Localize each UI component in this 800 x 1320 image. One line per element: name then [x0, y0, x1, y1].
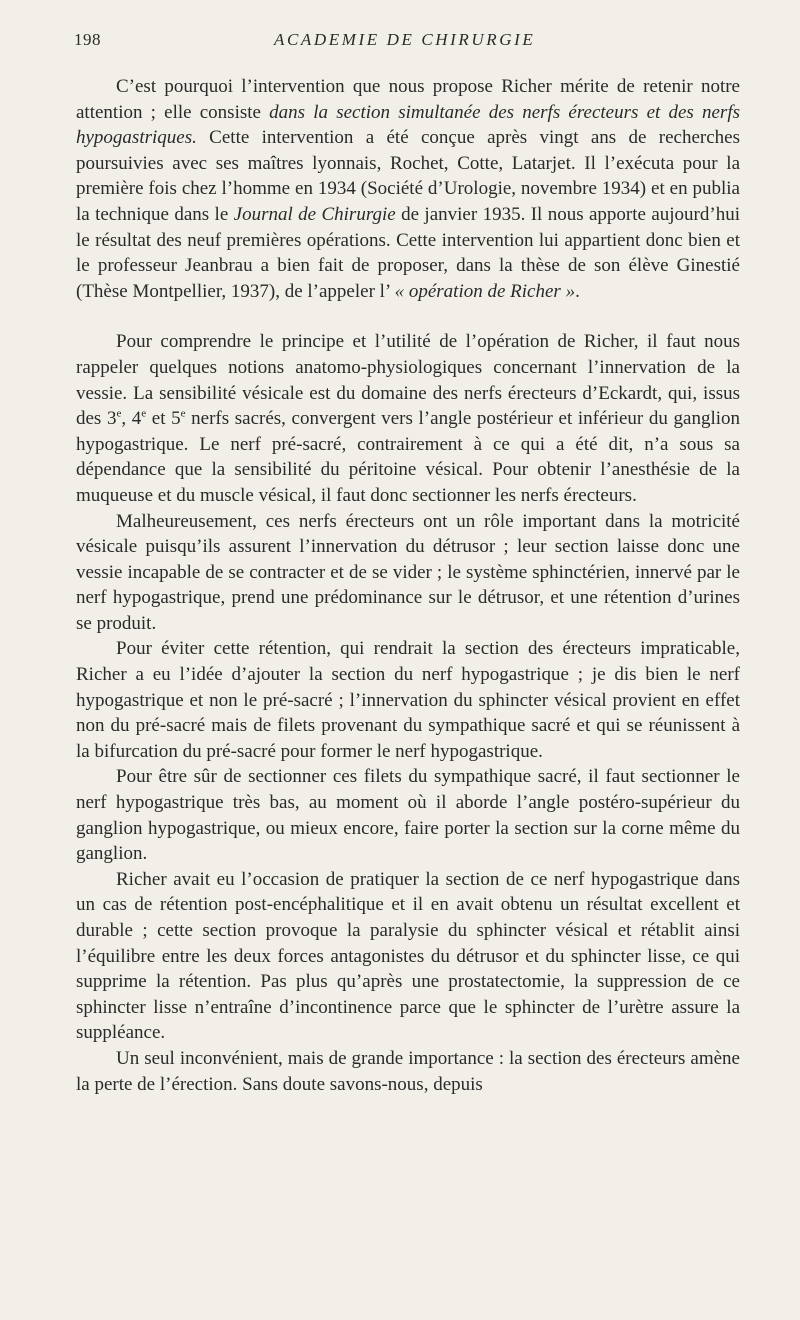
page-number: 198 [74, 30, 101, 49]
text-span: nerfs sacrés, convergent vers l’angle postérieur et inférieur du ganglion hypogastrique. Le nerf pré-sacré, contrairement à ce qui a été dit, n’a sous sa dépendance que la sensibilité du péritoine vésical. Pour obtenir l’anesthésie de la muqueuse et du muscle vésical, il faut donc sectionner les nerfs érecteurs. [76, 408, 741, 506]
text-span: . [575, 280, 580, 302]
paragraph-6: Richer avait eu l’occasion de pratiquer la section de ce nerf hypogastrique dans un cas de rétention post-encéphalitique et il en avait obtenu un résultat excellent et durable ; cette section provoque la paralysie du sphincter vésical et rétablit ainsi l’équilibre entre les deux forces antagonistes du détrusor et du sphincter lisse, ce qui supprime la rétention. Pas plus qu’après une prostatectomie, la suppression de ce sphincter lisse n’entraîne d’incontinence parce que le sphincter de l’urètre assure la suppléance. [76, 868, 740, 1044]
paragraph-5: Pour être sûr de sectionner ces filets du sympathique sacré, il faut sectionner le nerf hypogastrique très bas, au moment où il aborde l’angle postéro-supérieur du ganglion hypogastrique, ou mieux encore, faire porter la section sur la corne même du ganglion. [76, 766, 740, 865]
journal-title: Journal de Chirurgie [233, 203, 396, 225]
paragraph-4: Pour éviter cette rétention, qui rendrait la section des érecteurs impraticable, Richer a eu l’idée d’ajouter la section du nerf hypogastrique ; je dis bien le nerf hypogastrique et non le pré-sacré ; l’innervation du sphincter vésical provient en effet non du pré-sacré mais de filets provenant du sympathique sacré et qui se réunissent à la bifurcation du pré-sacré pour former le nerf hypogastrique. [76, 638, 740, 762]
operation-name: « opération de Richer » [394, 280, 576, 302]
text-span: C’est pourquoi l’intervention que nous propose Richer mérite de retenir notre attention ; elle consiste [76, 76, 740, 123]
text-span: de janvier 1935. Il nous apporte aujourd’hui le résultat des neuf premières opérations. Cette intervention lui appartient donc bien et le professeur Jeanbrau a bien fait de proposer, dans la thèse de son élève Ginestié (Thèse Montpellier, 1937), de l’appeler l’ [76, 203, 740, 302]
body-text [76, 74, 740, 1097]
paragraph-2 [76, 329, 740, 508]
superscript: e [116, 407, 122, 420]
superscript: e [180, 407, 186, 420]
paragraph-3: Malheureusement, ces nerfs érecteurs ont un rôle important dans la motricité vésicale puisqu’ils assurent l’innervation du détrusor ; leur section laisse donc une vessie incapable de se contracter et de se vider ; le système sphinctérien, innervé par le nerf hypogastrique, prend une prédominance sur le détrusor, et une rétention d’urines se produit. [76, 510, 740, 634]
text-span: , 4 [121, 408, 142, 430]
italic-span: dans la section simultanée des nerfs érecteurs et des nerfs hypogastriques. [76, 101, 740, 149]
superscript: e [141, 407, 147, 420]
text-span: Pour comprendre le principe et l’utilité de l’opération de Richer, il faut nous rappeler quelques notions anatomo-physiologiques concernant l’innervation de la vessie. La sensibilité vésicale est du domaine des nerfs érecteurs d’Eckardt, qui, issus des 3 [76, 331, 740, 430]
text-span: et 5 [146, 408, 181, 430]
paragraph-7: Un seul inconvénient, mais de grande importance : la section des érecteurs amène la perte de l’érection. Sans doute savons-nous, depuis [76, 1047, 740, 1095]
page-header [74, 30, 740, 54]
paragraph-1 [76, 74, 740, 304]
running-title: ACADEMIE DE CHIRURGIE [274, 30, 536, 49]
text-span: Cette intervention a été conçue après vingt ans de recherches poursuivies avec ses maîtres lyonnais, Rochet, Cotte, Latarjet. Il l’exécuta pour la première fois chez l’homme en 1934 (Société d’Urologie, novembre 1934) et en publia la technique dans le [76, 127, 740, 225]
